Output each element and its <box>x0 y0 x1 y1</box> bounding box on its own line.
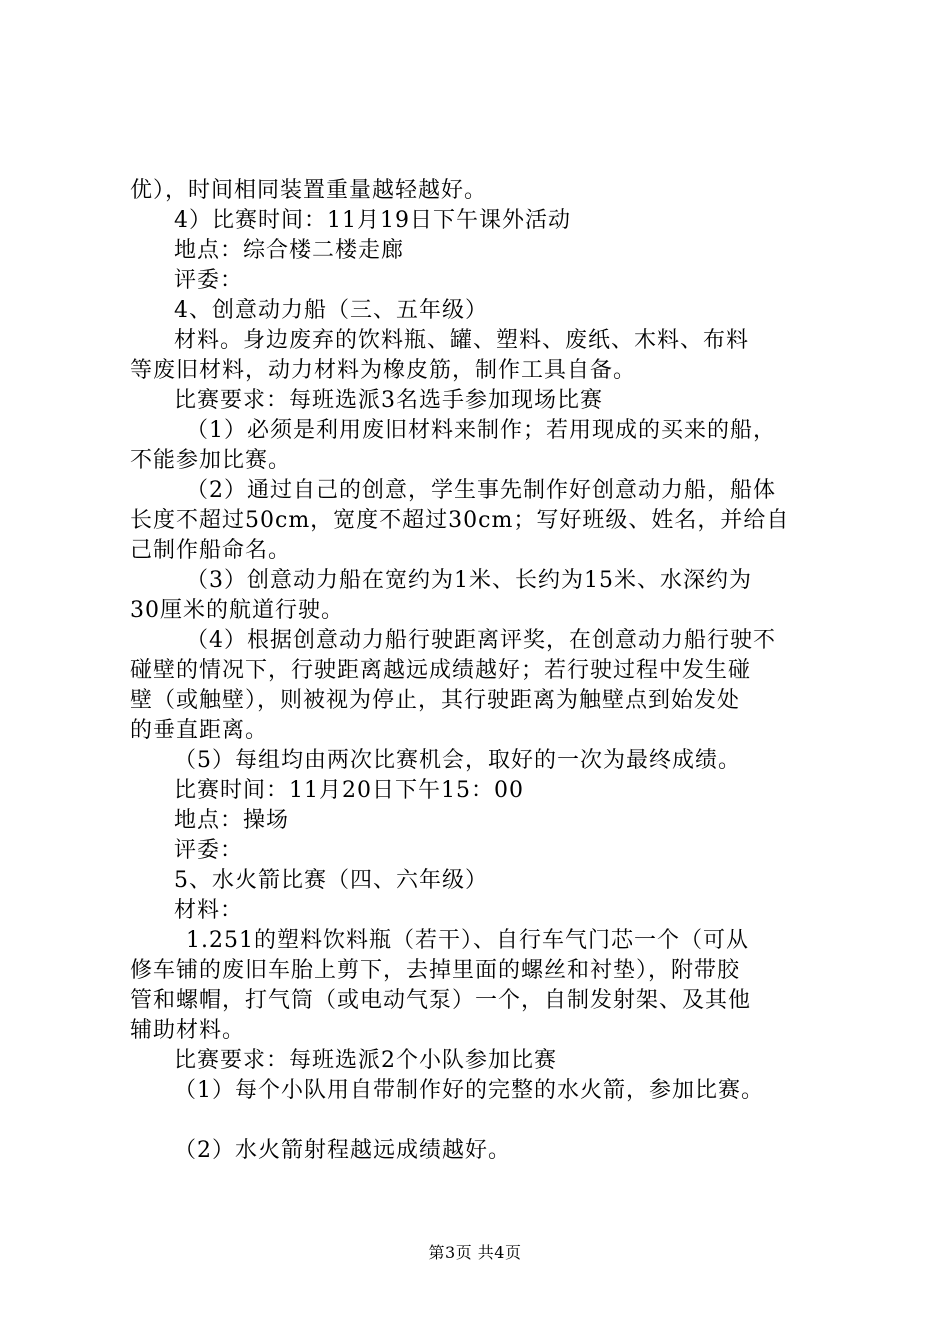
blank-line <box>130 1106 832 1136</box>
text-line: 的垂直距离。 <box>130 718 269 743</box>
text-line: 地点：综合楼二楼走廊 <box>174 238 405 263</box>
page-footer: 第3页 共4页 <box>428 1243 522 1262</box>
text-line: 碰壁的情况下，行驶距离越远成绩越好；若行驶过程中发生碰 <box>130 658 752 683</box>
text-line: 不能参加比赛。 <box>130 448 292 473</box>
document-body <box>130 176 832 1166</box>
text-line: （4）根据创意动力船行驶距离评奖，在创意动力船行驶不 <box>186 628 776 653</box>
text-line: 等废旧材料，动力材料为橡皮筋，制作工具自备。 <box>130 358 637 383</box>
text-line: 比赛时间：11月20日下午15：00 <box>174 778 524 803</box>
text-line: 比赛要求：每班选派3名选手参加现场比赛 <box>174 388 603 413</box>
text-line: 优），时间相同装置重量越轻越好。 <box>130 178 488 203</box>
text-line: （5）每组均由两次比赛机会，取好的一次为最终成绩。 <box>174 748 741 773</box>
text-line: 辅助材料。 <box>130 1018 246 1043</box>
section-heading: 4、创意动力船（三、五年级） <box>174 298 488 323</box>
text-line: 比赛要求：每班选派2个小队参加比赛 <box>174 1048 557 1073</box>
text-line: 1.251的塑料饮料瓶（若干）、自行车气门芯一个（可从 <box>186 928 749 953</box>
text-line: 4）比赛时间：11月19日下午课外活动 <box>174 208 571 233</box>
text-line: （2）通过自己的创意，学生事先制作好创意动力船，船体 <box>186 478 776 503</box>
text-line: 地点：操场 <box>174 808 290 833</box>
text-line: 30厘米的航道行驶。 <box>130 598 344 623</box>
text-line: 材料： <box>174 898 244 923</box>
text-line: （3）创意动力船在宽约为1米、长约为15米、水深约为 <box>186 568 752 593</box>
text-line: 材料。身边废弃的饮料瓶、罐、塑料、废纸、木料、布料 <box>174 328 750 353</box>
text-line: （2）水火箭射程越远成绩越好。 <box>174 1138 511 1163</box>
text-line: 己制作船命名。 <box>130 538 292 563</box>
section-heading: 5、水火箭比赛（四、六年级） <box>174 868 488 893</box>
text-line: 修车铺的废旧车胎上剪下，去掉里面的螺丝和衬垫），附带胶 <box>130 958 741 983</box>
text-line: （1）每个小队用自带制作好的完整的水火箭，参加比赛。 <box>174 1078 764 1103</box>
text-line: 长度不超过50cm，宽度不超过30cm；写好班级、姓名，并给自 <box>130 508 790 533</box>
text-line: 评委： <box>174 268 244 293</box>
text-line: 评委： <box>174 838 244 863</box>
text-line: 管和螺帽，打气筒（或电动气泵）一个，自制发射架、及其他 <box>130 988 752 1013</box>
text-line: 壁（或触壁），则被视为停止，其行驶距离为触壁点到始发处 <box>130 688 741 713</box>
text-line: （1）必须是利用废旧材料来制作；若用现成的买来的船， <box>186 418 776 443</box>
